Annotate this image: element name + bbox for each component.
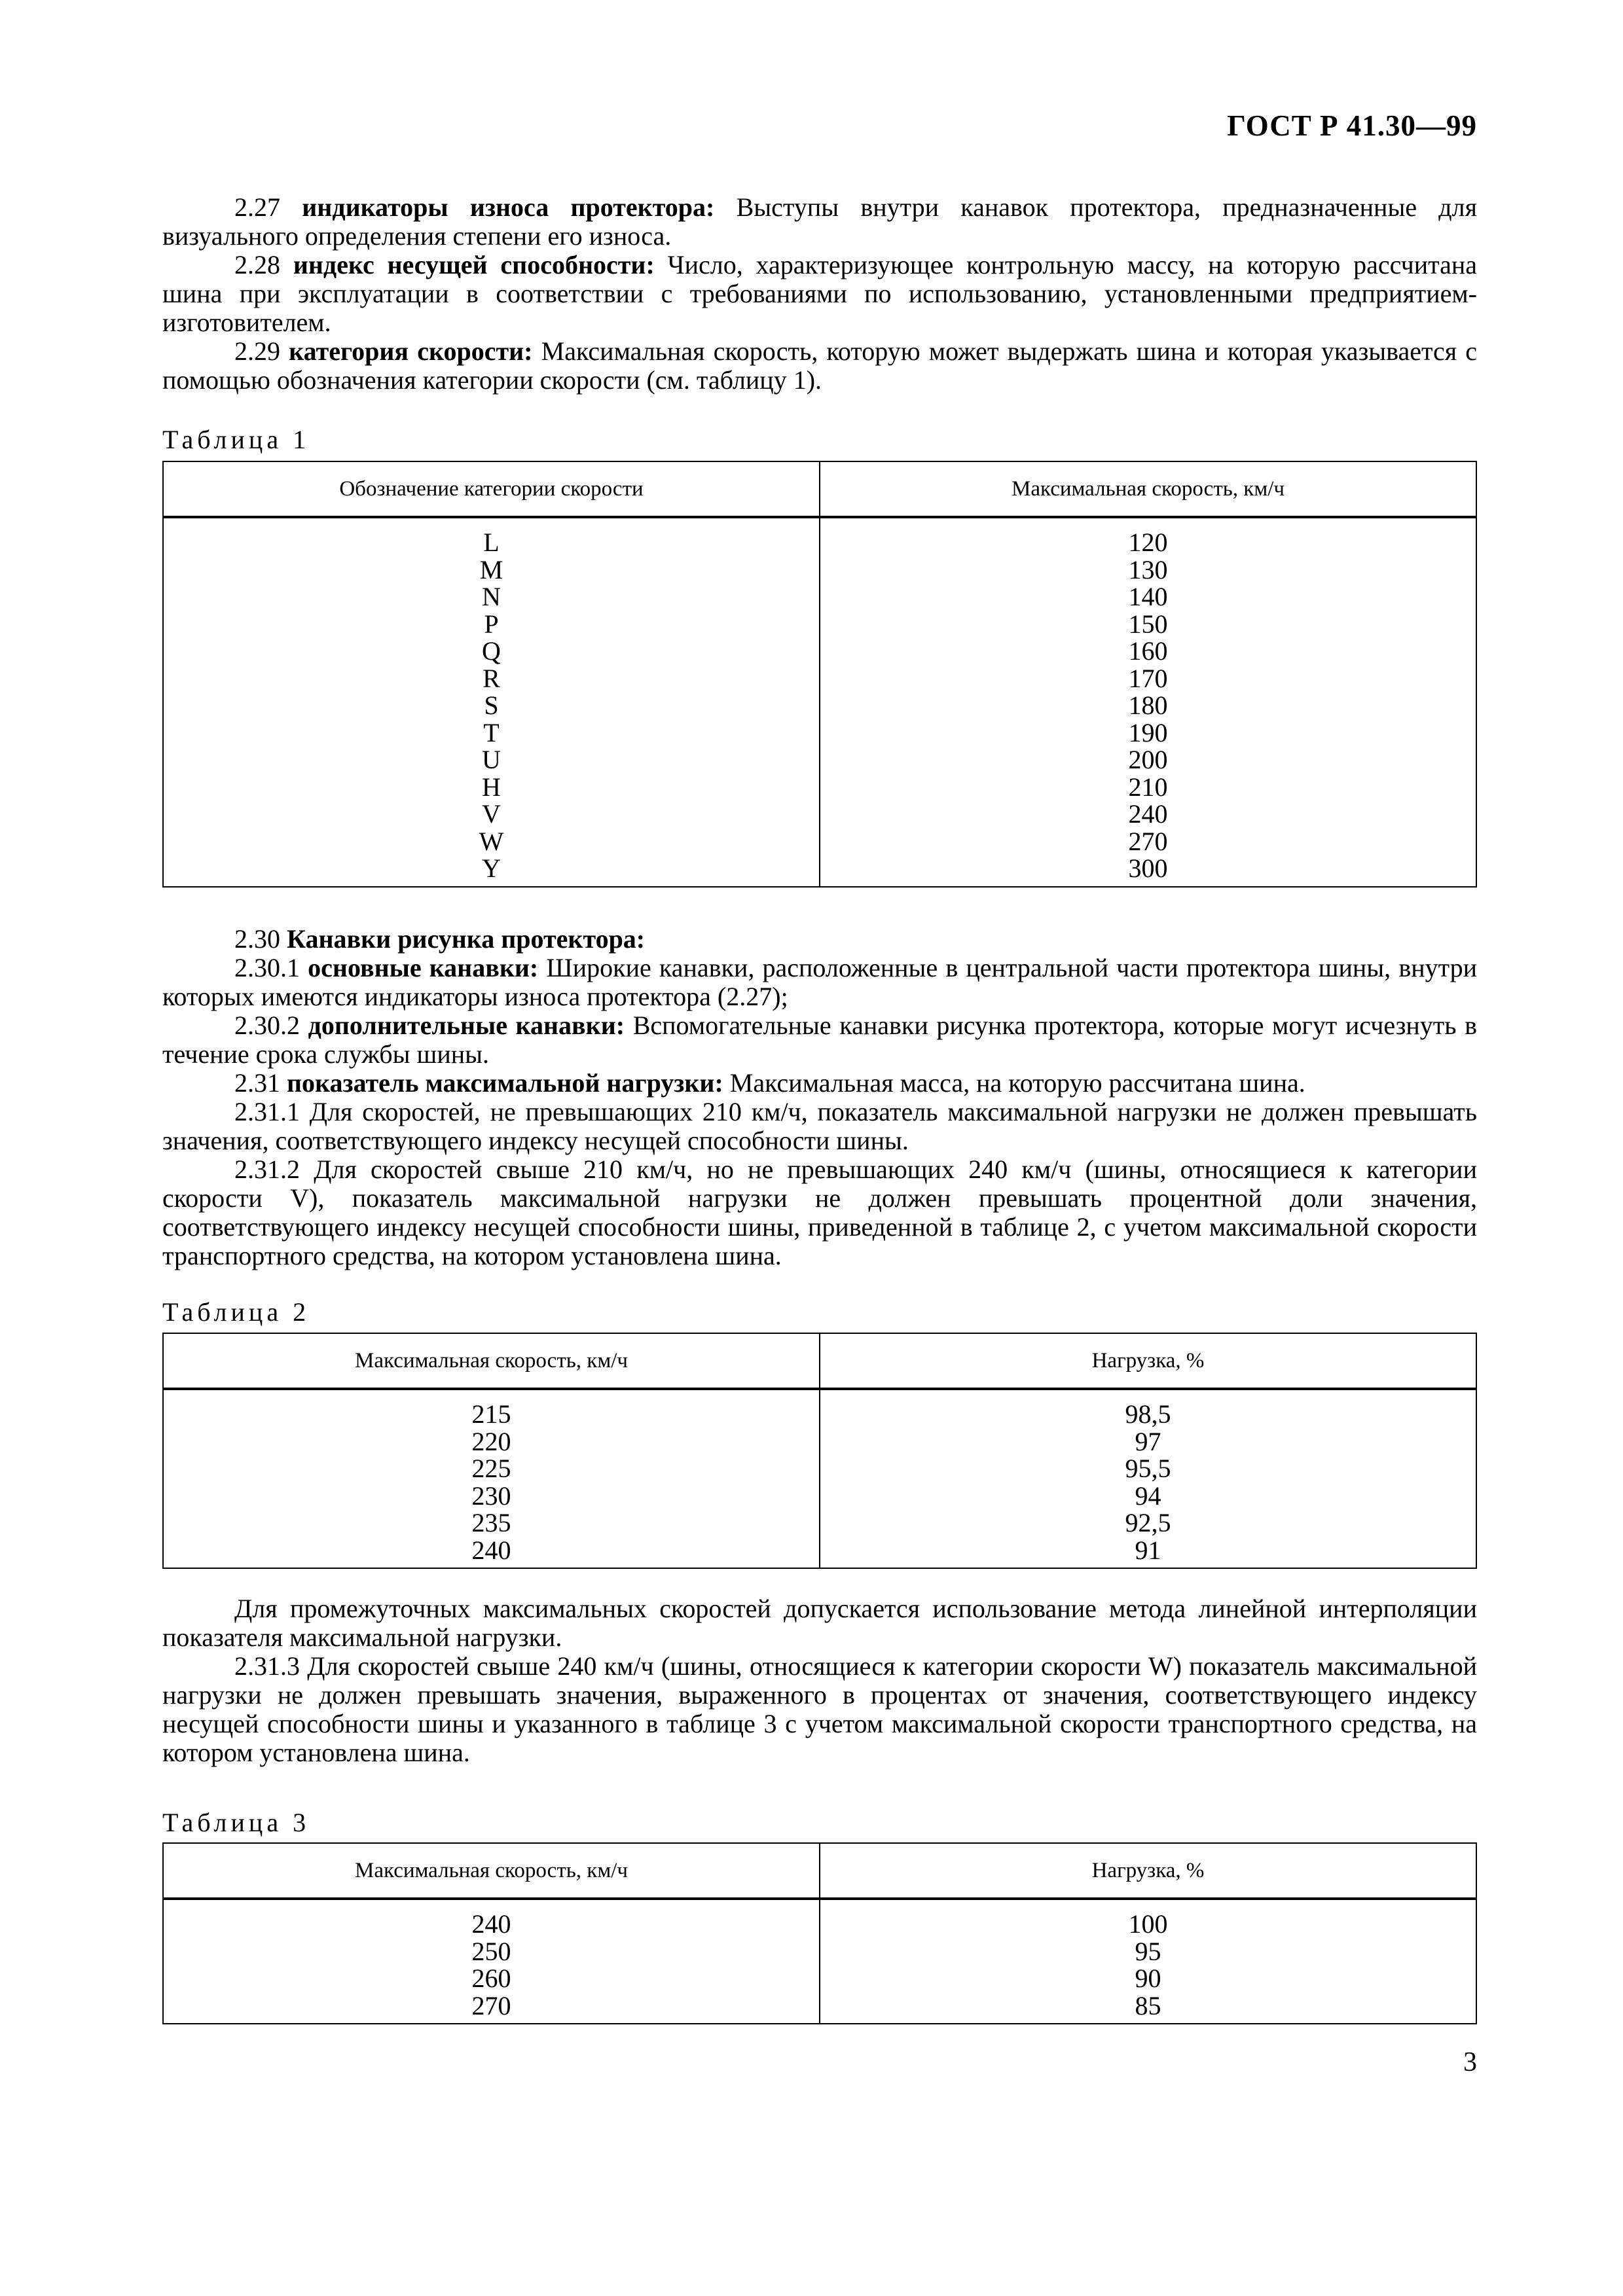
paragraph-number: 2.31.3: [234, 1651, 300, 1681]
cell-value: 260: [471, 1964, 511, 1993]
column-header: Максимальная скорость, км/ч: [820, 461, 1476, 517]
table-cell: [820, 1899, 1476, 2024]
cell-value: V: [482, 799, 501, 829]
cell-value: 240: [1128, 799, 1168, 829]
document-id: ГОСТ Р 41.30—99: [1227, 109, 1477, 142]
term: индикаторы износа протектора:: [302, 192, 715, 222]
paragraph-number: 2.27: [234, 192, 280, 222]
term: индекс несущей способности:: [293, 250, 655, 279]
paragraph: [162, 1011, 1477, 1069]
table-header-row: [163, 1333, 1476, 1389]
cell-value: 180: [1128, 691, 1168, 720]
table-cell: [820, 517, 1476, 887]
definition-text: Выступы внутри канавок протектора, предназначенные для визуального определения степени его износа.: [162, 192, 1478, 251]
paragraph-number: 2.31.1: [234, 1097, 300, 1126]
paragraph: [162, 954, 1477, 1011]
cell-value: 240: [471, 1535, 511, 1565]
column-header: Максимальная скорость, км/ч: [163, 1843, 820, 1899]
table-1-caption: Таблица 1: [162, 425, 310, 454]
cell-value: N: [482, 582, 501, 611]
column-header: Обозначение категории скорости: [163, 461, 820, 517]
cell-value: 200: [1128, 745, 1168, 774]
cell-value: 160: [1128, 636, 1168, 666]
table-3-caption: Таблица 3: [162, 1808, 310, 1837]
data-table: [162, 461, 1477, 888]
cell-value: 190: [1128, 717, 1168, 747]
paragraph: [162, 1594, 1477, 1652]
paragraph: [162, 251, 1477, 337]
page-number: 3: [1463, 2047, 1477, 2077]
paragraph-number: 2.30.1: [234, 953, 300, 982]
paragraph-number: 2.30: [234, 924, 280, 954]
paragraph: [162, 1155, 1477, 1270]
definition-text: Максимальная скорость, которую может выдержать шина и которая указывается с помощью обозначения категории скорости (см. таблицу 1).: [162, 336, 1478, 395]
cell-value: T: [483, 717, 500, 747]
cell-value: 215: [471, 1399, 511, 1429]
paragraph-number: 2.28: [234, 250, 280, 279]
definition-text: Широкие канавки, расположенные в центральной части протектора шины, внутри которых имеются индикаторы износа протектора (2.27);: [162, 953, 1478, 1011]
definition-text: Для скоростей свыше 210 км/ч, но не превышающих 240 км/ч (шины, относящиеся к категории скорости V), показатель максимальной нагрузки не должен превышать процентной доли значения, соответствующего индексу несущей способности шины, приведенной в таблице 2, с учетом максимальной скорости транспортного средства, на котором установлена шина.: [162, 1155, 1477, 1270]
cell-value: 95: [1135, 1936, 1161, 1966]
table-row: [163, 1389, 1476, 1568]
paragraph: [162, 193, 1477, 251]
definition-text: Максимальная масса, на которую рассчитана шина.: [729, 1068, 1305, 1098]
cell-value: 240: [471, 1909, 511, 1939]
column-header: Нагрузка, %: [820, 1333, 1476, 1389]
cell-value: H: [482, 772, 501, 802]
term: категория скорости:: [289, 336, 533, 366]
table-2: [162, 1333, 1477, 1569]
table-row: [163, 517, 1476, 887]
paragraph: [162, 1098, 1477, 1155]
cell-value: 85: [1135, 1990, 1161, 2020]
paragraphs-block-3: [162, 1594, 1477, 1767]
cell-value: 270: [471, 1990, 511, 2020]
table-3: [162, 1842, 1477, 2024]
definition-text: Для промежуточных максимальных скоростей допускается использование метода линейной интерполяции показателя максимальной нагрузки.: [162, 1594, 1477, 1652]
definition-text: Для скоростей свыше 240 км/ч (шины, относящиеся к категории скорости W) показатель максимальной нагрузки не должен превышать значения, выраженного в процентах от значения, соответствующего индексу несущей способности шины и указанного в таблице 3 с учетом максимальной скорости транспортного средства, на котором установлена шина.: [162, 1651, 1478, 1767]
cell-value: 94: [1135, 1480, 1161, 1511]
paragraphs-block-2: [162, 925, 1477, 1270]
cell-value: P: [484, 609, 499, 639]
definition-text: Число, характеризующее контрольную массу, на которую рассчитана шина при эксплуатации в соответствии с требованиями по использованию, установленными предприятием-изготовителем.: [162, 250, 1477, 337]
table-cell: [820, 1389, 1476, 1568]
cell-value: M: [479, 554, 503, 584]
table-header-row: [163, 461, 1476, 517]
table-1: [162, 461, 1477, 888]
table-2-caption: Таблица 2: [162, 1297, 310, 1327]
cell-value: W: [479, 826, 504, 856]
column-header: Нагрузка, %: [820, 1843, 1476, 1899]
paragraph-number: 2.31.2: [234, 1155, 300, 1184]
document-page: [162, 0, 1477, 2296]
data-table: [162, 1842, 1477, 2024]
table-row: [163, 1899, 1476, 2024]
cell-value: 230: [471, 1480, 511, 1511]
cell-value: S: [484, 691, 499, 720]
data-table: [162, 1333, 1477, 1569]
cell-value: 150: [1128, 609, 1168, 639]
term: основные канавки:: [308, 953, 539, 982]
cell-value: 130: [1128, 554, 1168, 584]
paragraph-number: 2.29: [234, 336, 280, 366]
cell-value: 270: [1128, 826, 1168, 856]
cell-value: L: [483, 528, 500, 557]
definition-text: Для скоростей, не превышающих 210 км/ч, показатель максимальной нагрузки не должен превышать значения, соответствующего индексу несущей способности шины.: [162, 1097, 1477, 1155]
cell-value: 235: [471, 1508, 511, 1537]
cell-value: 92,5: [1125, 1508, 1171, 1537]
paragraph-number: 2.31: [234, 1068, 280, 1098]
cell-value: U: [482, 745, 501, 774]
term: Канавки рисунка протектора:: [287, 924, 646, 954]
paragraph: [162, 1652, 1477, 1767]
definition-text: Вспомогательные канавки рисунка протектора, которые могут исчезнуть в течение срока службы шины.: [162, 1011, 1478, 1069]
column-header: Максимальная скорость, км/ч: [163, 1333, 820, 1389]
table-header-row: [163, 1843, 1476, 1899]
cell-value: 91: [1135, 1535, 1161, 1565]
cell-value: Q: [482, 636, 501, 666]
cell-value: 120: [1128, 528, 1168, 557]
table-cell: [163, 517, 820, 887]
cell-value: 100: [1128, 1909, 1168, 1939]
paragraphs-block-1: [162, 193, 1477, 395]
cell-value: R: [483, 663, 500, 693]
cell-value: 90: [1135, 1964, 1161, 1993]
cell-value: 98,5: [1125, 1399, 1171, 1429]
cell-value: 95,5: [1125, 1454, 1171, 1483]
table-cell: [163, 1899, 820, 2024]
cell-value: 170: [1128, 663, 1168, 693]
cell-value: 210: [1128, 772, 1168, 802]
paragraph: [162, 337, 1477, 395]
cell-value: 97: [1135, 1426, 1161, 1456]
cell-value: 300: [1128, 853, 1168, 883]
table-cell: [163, 1389, 820, 1568]
paragraph-number: 2.30.2: [234, 1011, 300, 1040]
paragraph: [162, 1069, 1477, 1098]
term: показатель максимальной нагрузки:: [287, 1068, 723, 1098]
term: дополнительные канавки:: [308, 1011, 625, 1040]
cell-value: 225: [471, 1454, 511, 1483]
cell-value: 140: [1128, 582, 1168, 611]
cell-value: Y: [482, 853, 501, 883]
cell-value: 220: [471, 1426, 511, 1456]
cell-value: 250: [471, 1936, 511, 1966]
paragraph: [162, 925, 1477, 954]
